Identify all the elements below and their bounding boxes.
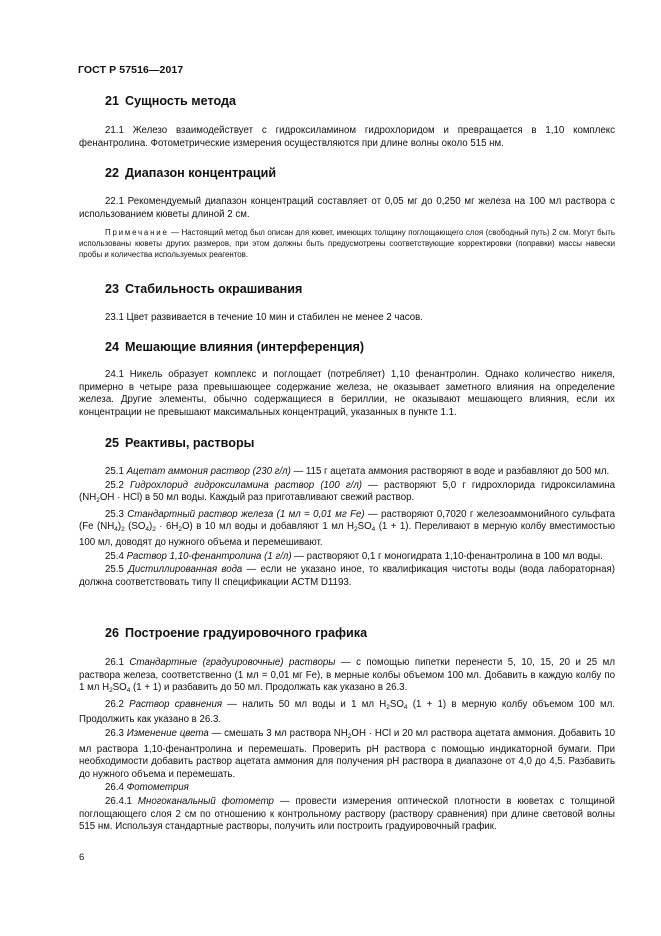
section-23-body: [79, 312, 615, 325]
paragraph-25-5: 25.5 Дистиллированная вода — если не указано иное, то квалификация чистоты воды (вода лабораторная) должна соответствовать типу II спецификации АСТМ D1193.: [79, 564, 615, 588]
section-21-body: [79, 125, 615, 150]
section-21: [79, 94, 615, 109]
section-heading: 26 Построение градуировочного графика: [105, 626, 368, 640]
page-number: 6: [79, 852, 85, 863]
note: Примечание — Настоящий метод был описан для кювет, имеющих толщину поглощающего слоя (свободный путь) 2 см. Могут быть использованы кюветы других размеров, при этом должны быть предусмотрены соответствующие корректировки (поправки) массы навески пробы и количества используемых реагентов.: [79, 228, 615, 259]
section-heading: 22 Диапазон концентраций: [105, 166, 277, 180]
section-heading: 25 Реактивы, растворы: [105, 436, 255, 450]
paragraph-25-1: 25.1 Ацетат аммония раствор (230 г/л) — 115 г ацетата аммония растворяют в воде и разбавляют до 500 мл.: [105, 466, 610, 477]
section-26-body: [79, 657, 615, 834]
section-23: [79, 282, 615, 297]
paragraph-23-1: 23.1 Цвет развивается в течение 10 мин и стабилен не менее 2 часов.: [105, 312, 423, 323]
paragraph-25-4: 25.4 Раствор 1,10-фенантролина (1 г/л) — растворяют 0,1 г моногидрата 1,10-фенантролина в 100 мл воды.: [105, 550, 603, 562]
paragraph-26-4: 26.4 Фотометрия: [105, 782, 189, 794]
paragraph-26-4-1: 26.4.1 Многоканальный фотометр — провести измерения оптической плотности в кюветах с толщиной поглощающего слоя 2 см по отношению к контрольному раствору (раствору сравнения) при длине световой волны 515 нм. Используя стандартные растворы, получить или построить градуировочный график.: [79, 795, 615, 833]
paragraph-26-3: 26.3 Изменение цвета — смешать 3 мл раствора $NH_2OH$ · HCl и 20 мл раствора ацетата аммония. Добавить 10 мл раствора 1,10-фенантролина и перемешать. Проверить pH раствора с помощью индикаторной бумаги. При необходимости добавить раствор ацетата аммония для получения pH раствора в диапазоне от 4,0 до 4,5. Разбавить до нужного объема и перемешать.: [79, 727, 615, 780]
paragraph-26-1: 26.1 Стандартные (градуировочные) растворы — с помощью пипетки перенести 5, 10, 15, 20 и 25 мл раствора железа, соответственно (1 мл = 0,01 мг Fe), в мерные колбы объемом 100 мл. Добавить в каждую колбу по 1 мл $H_2SO_4$ (1 + 1) и разбавить до 50 мл. Продолжать как указано в 26.3.: [79, 657, 615, 695]
section-22: [79, 166, 615, 181]
paragraph-24-1: 24.1 Никель образует комплекс и поглощает (потребляет) 1,10 фенантролин. Однако количество никеля, примерно в четыре раза превышающее содержание железа, не оказывает заметного влияния на определение железа. Другие элементы, обычно содержащиеся в бериллии, не оказывают мешающего влияния, если их концентрации не превышают максимальных концентраций, указанных в пункте 1.1.: [79, 369, 615, 418]
paragraph-25-3: 25.3 Стандартный раствор железа (1 мл = 0,01 мг Fe) — растворяют 0,7020 г железоаммонийного сульфата (Fe $(NH_4)_2$ $(SO_4)_2 \cdot 6H_2O$) в 10 мл воды и добавляют 1 мл $H_2SO_4$ (1 + 1). Переливают в мерную колбу вместимостью 100 мл, доводят до нужного объема и перемешивают.: [79, 508, 616, 548]
section-heading: 21 Сущность метода: [105, 94, 236, 108]
paragraph-25-2: 25.2 Гидрохлорид гидроксиламина раствор (100 г/л) — растворяют 5,0 г гидрохлорида гидроксиламина $(NH_2OH \cdot HCl)$ в 50 мл воды. Каждый раз приготавливают свежий раствор.: [79, 479, 615, 505]
section-25-body: [79, 466, 615, 589]
document-header: ГОСТ Р 57516—2017: [78, 64, 184, 76]
note-label: Примечание: [105, 228, 169, 238]
section-22-body: [79, 196, 615, 261]
paragraph-22-1: 22.1 Рекомендуемый диапазон концентраций составляет от 0,05 мг до 0,250 мг железа на 100 мл раствора с использованием кюветы длиной 2 см.: [79, 196, 615, 220]
section-heading: 23 Стабильность окрашивания: [105, 282, 303, 296]
section-24-body: [79, 369, 615, 419]
paragraph-26-2: 26.2 Раствор сравнения — налить 50 мл воды и 1 мл $H_2SO_4$ (1 + 1) в мерную колбу объемом 100 мл. Продолжить как указано в 26.3.: [79, 698, 615, 726]
section-heading: 24 Мешающие влияния (интерференция): [105, 340, 365, 354]
paragraph-21-1: 21.1 Железо взаимодействует с гидроксиламином гидрохлоридом и превращается в 1,10 комплекс фенантролина. Фотометрические измерения осуществляются при длине волны около 515 нм.: [79, 125, 615, 149]
section-26: [79, 626, 615, 641]
section-25: [79, 436, 615, 451]
section-24: [79, 340, 615, 355]
